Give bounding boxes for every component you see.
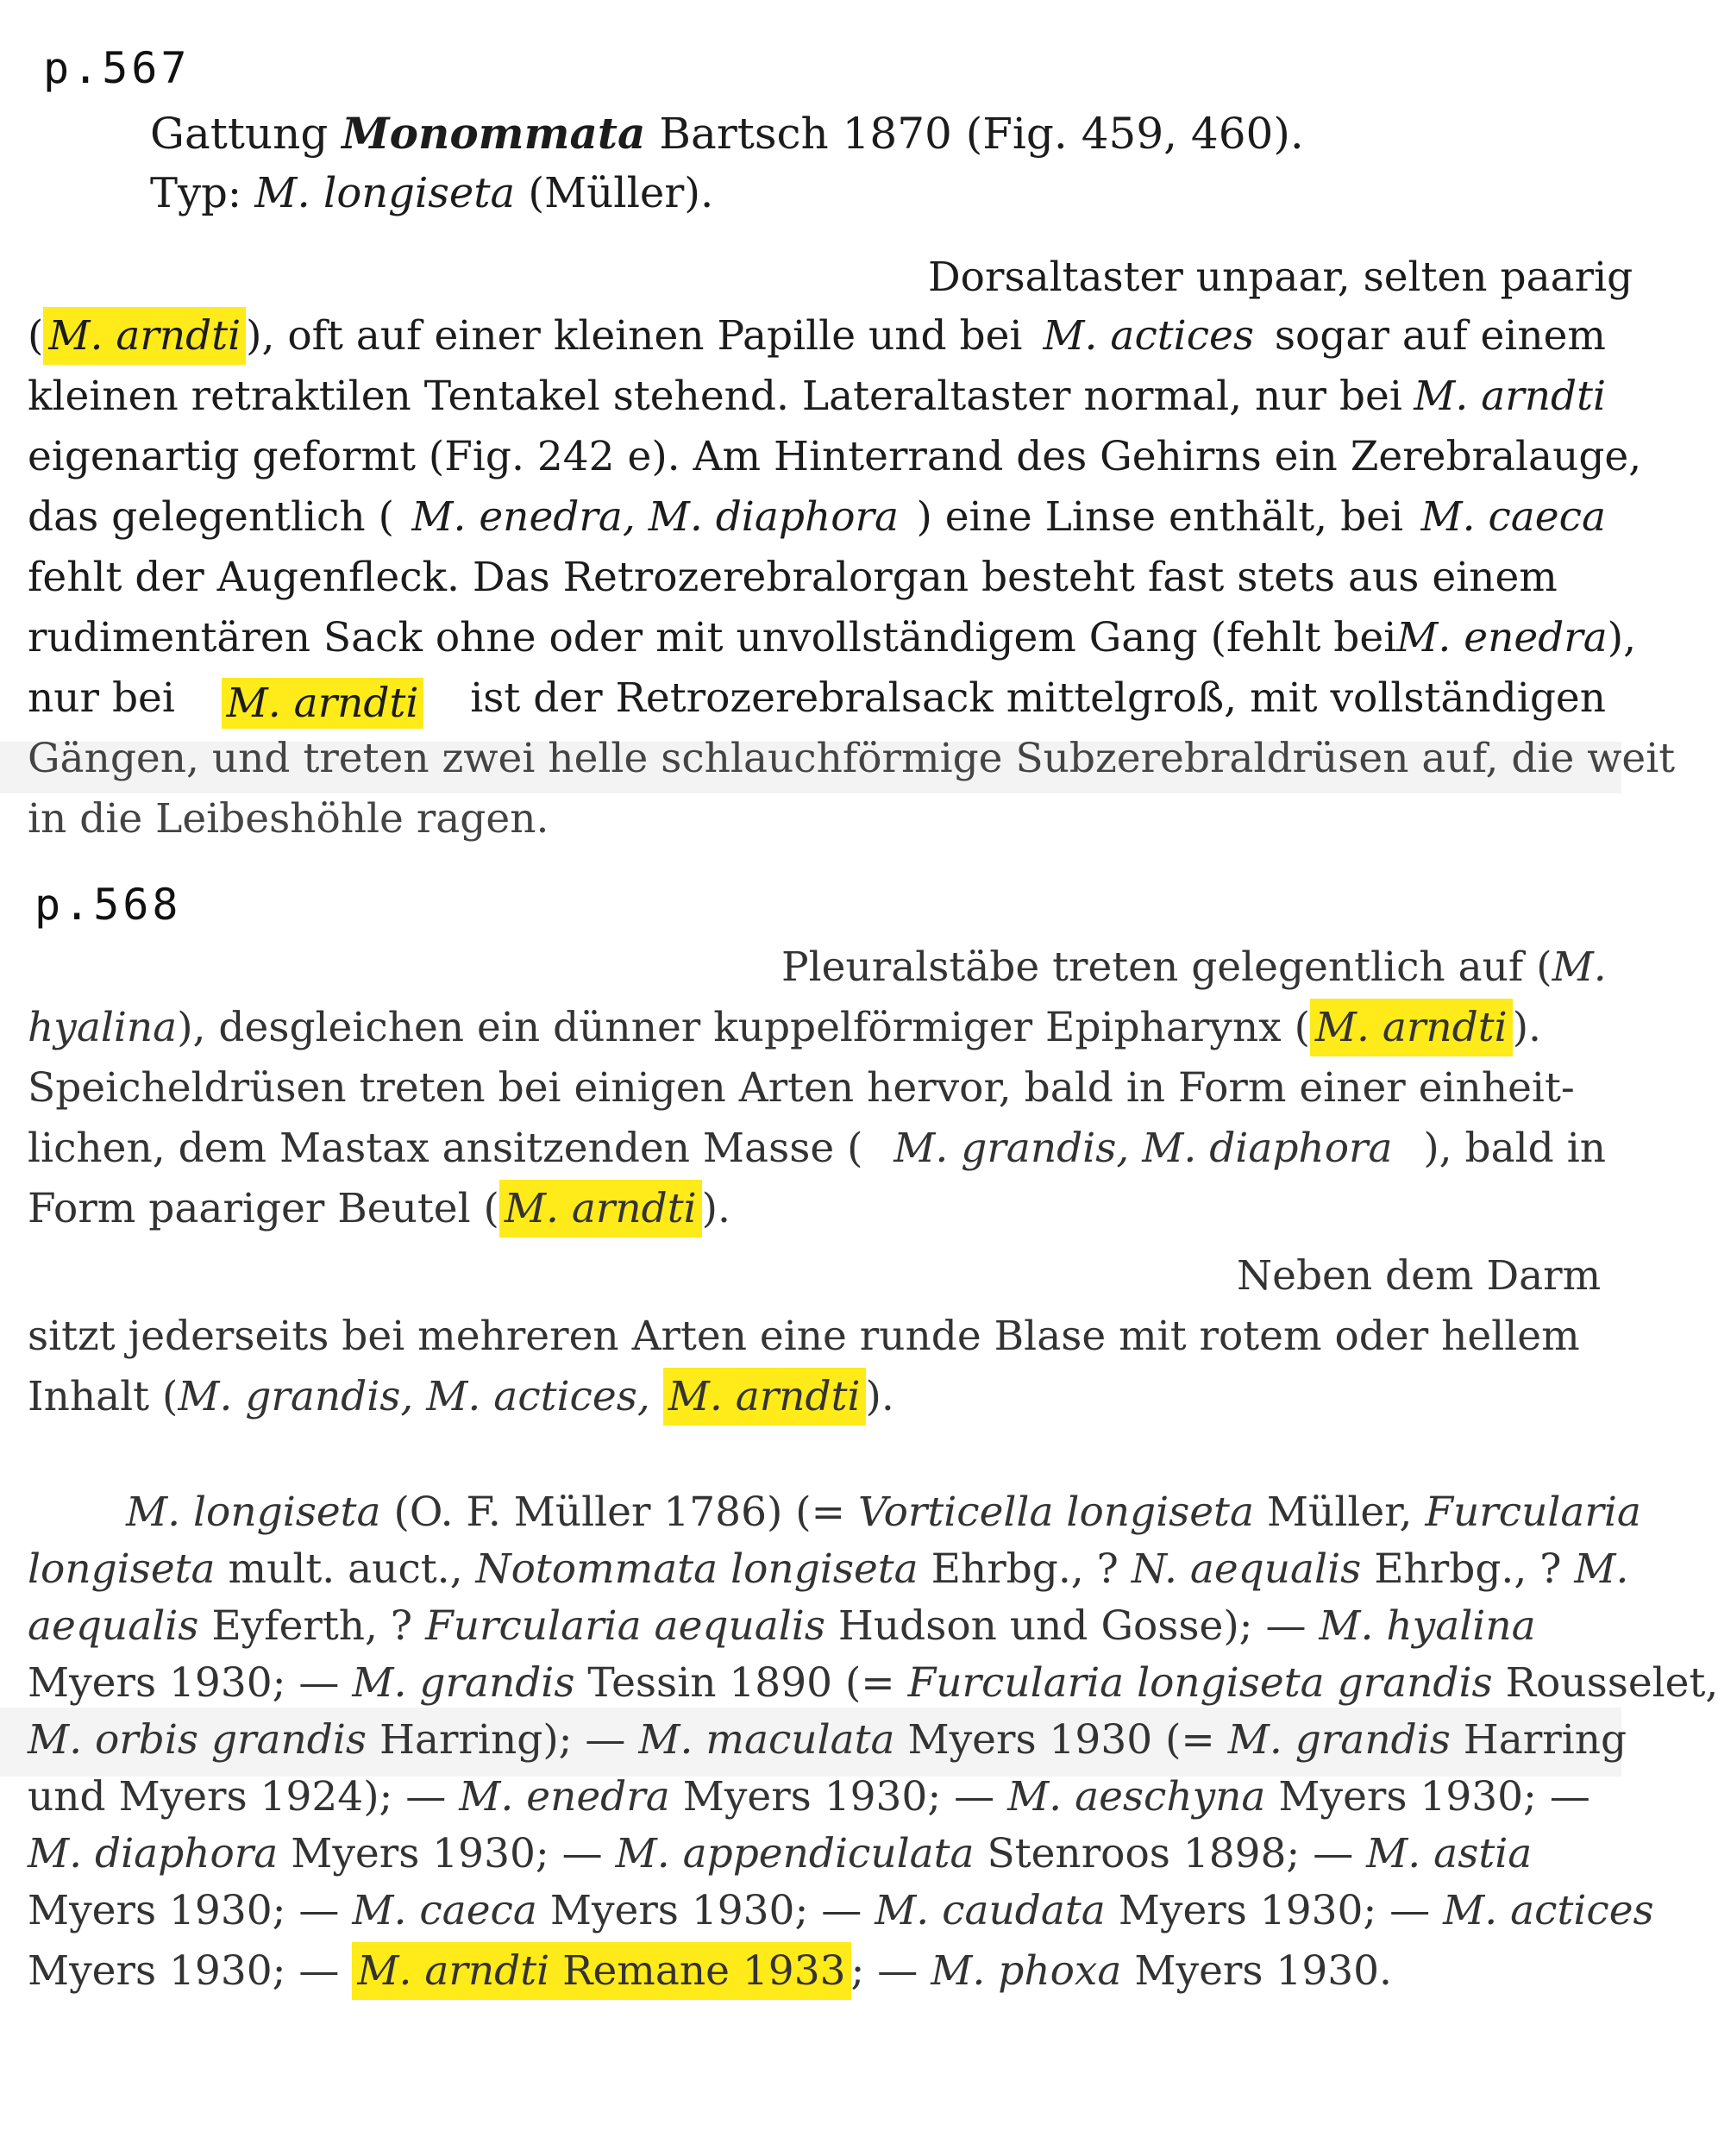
p567-line-1: Dorsaltaster unpaar, selten paarig <box>928 254 1633 301</box>
p568-line-5: Form paariger Beutel ( M. arndti ). <box>28 1188 730 1229</box>
p567-line-4: eigenartig geformt (Fig. 242 e). Am Hinterrand des Gehirns ein Zerebralauge, <box>28 433 1642 480</box>
highlight-arndti-remane: M. arndti Remane 1933 <box>352 1942 850 2000</box>
species-line-3: aequalis Eyferth, ? Furcularia aequalis Hudson und Gosse); — M. hyalina <box>28 1602 1536 1650</box>
type-species-line: Typ: M. longiseta (Müller). <box>150 169 714 217</box>
species-line-9: Myers 1930; — M. arndti Remane 1933 ; — M. phoxa Myers 1930. <box>28 1951 1392 1991</box>
p567-line-6: fehlt der Augenfleck. Das Retrozerebralorgan besteht fast stets aus einem <box>28 554 1558 601</box>
species-line-7: M. diaphora Myers 1930; — M. appendiculata Stenroos 1898; — M. astia <box>28 1830 1533 1877</box>
page-label-568: p.568 <box>34 880 182 930</box>
highlight-arndti: M. arndti <box>1310 999 1513 1056</box>
p567-line-9: Gängen, und treten zwei helle schlauchförmige Subzerebraldrüsen auf, die weit <box>28 735 1676 782</box>
species-line-5: M. orbis grandis Harring); — M. maculata Myers 1930 (= M. grandis Harring <box>28 1716 1627 1764</box>
p568b-line-3: Inhalt (M. grandis, M. actices, M. arndti ). <box>28 1376 894 1417</box>
p567-line-3: kleinen retraktilen Tentakel stehend. Lateraltaster normal, nur bei M. arndti <box>28 373 1606 420</box>
species-line-1: M. longiseta (O. F. Müller 1786) (= Vorticella longiseta Müller, Furcularia <box>126 1489 1641 1536</box>
p567-line-7: rudimentären Sack ohne oder mit unvollständigem Gang (fehlt bei M. enedra), <box>28 614 1637 661</box>
p567-line-10: in die Leibeshöhle ragen. <box>28 795 549 843</box>
highlight-arndti: M. arndti <box>43 307 246 365</box>
p568-line-1: Pleuralstäbe treten gelegentlich auf (M. <box>781 943 1607 991</box>
highlight-arndti: M. arndti <box>499 1180 702 1238</box>
species-line-8: Myers 1930; — M. caeca Myers 1930; — M. caudata Myers 1930; — M. actices <box>28 1887 1654 1934</box>
p567-line-8: nur bei M. arndti ist der Retrozerebralsack mittelgroß, mit vollständigen <box>28 674 1606 727</box>
p568-line-3: Speicheldrüsen treten bei einigen Arten hervor, bald in Form einer einheit- <box>28 1064 1575 1112</box>
p567-line-2: ( M. arndti ), oft auf einer kleinen Papille und bei M. actices sogar auf einem <box>28 316 1606 356</box>
p567-line-5: das gelegentlich ( M. enedra, M. diaphora ) eine Linse enthält, bei M. caeca <box>28 493 1606 541</box>
p568-line-4: lichen, dem Mastax ansitzenden Masse ( M. grandis, M. diaphora ), bald in <box>28 1125 1606 1172</box>
p568-line-2: hyalina), desgleichen ein dünner kuppelförmiger Epipharynx ( M. arndti ). <box>28 1007 1606 1048</box>
species-line-6: und Myers 1924); — M. enedra Myers 1930; — M. aeschyna Myers 1930; — <box>28 1773 1590 1821</box>
highlight-arndti: M. arndti <box>663 1368 866 1426</box>
p568b-line-2: sitzt jederseits bei mehreren Arten eine runde Blase mit rotem oder hellem <box>28 1313 1580 1360</box>
species-line-2: longiseta mult. auct., Notommata longiseta Ehrbg., ? N. aequalis Ehrbg., ? M. <box>28 1545 1629 1593</box>
genus-heading: Gattung Monommata Bartsch 1870 (Fig. 459, 460). <box>150 108 1304 159</box>
species-line-4: Myers 1930; — M. grandis Tessin 1890 (= Furcularia longiseta grandis Rousselet, <box>28 1659 1718 1707</box>
p568b-line-1: Neben dem Darm <box>1237 1252 1602 1300</box>
page-label-567: p.567 <box>43 43 191 93</box>
highlight-arndti: M. arndti <box>222 678 424 729</box>
